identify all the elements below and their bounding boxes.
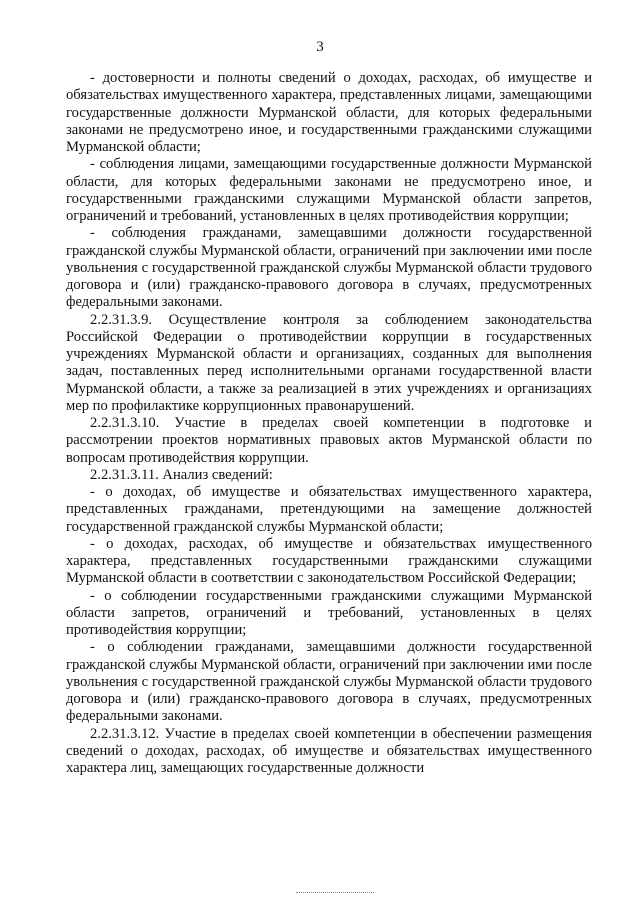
paragraph-former-officials-compliance: - соблюдения гражданами, замещавшими должности государственной гражданской службы Мурманской области, ограничений при заключении ими после увольнения с государственной гражданской службы Мурманской области трудового договора и (или) гражданско-правового договора в случаях, предусмотренных федеральными законами.: [66, 225, 592, 311]
paragraph-applicants-income: - о доходах, об имуществе и обязательствах имущественного характера, представленных гражданами, претендующими на замещение должностей государственной гражданской службы Мурманской области;: [66, 484, 592, 535]
paragraph-income-accuracy: - достоверности и полноты сведений о доходах, расходах, об имуществе и обязательствах имущественного характера, представленных лицами, замещающими государственные должности Мурманской области, для которых федеральными законами не предусмотрено иное, и государственными гражданскими служащими Мурманской области;: [66, 70, 592, 155]
paragraph-item-2-2-31-3-10: 2.2.31.3.10. Участие в пределах своей компетенции в подготовке и рассмотрении проектов нормативных правовых актов Мурманской области по вопросам противодействия коррупции.: [66, 415, 592, 466]
paragraph-item-2-2-31-3-11: 2.2.31.3.11. Анализ сведений:: [90, 466, 273, 483]
page-number: 3: [316, 39, 324, 55]
paragraph-item-2-2-31-3-12: 2.2.31.3.12. Участие в пределах своей компетенции в обеспечении размещения сведений о доходах, расходах, об имуществе и обязательствах имущественного характера лиц, замещающих государственные должности: [66, 725, 592, 776]
paragraph-servants-income: - о доходах, расходах, об имуществе и обязательствах имущественного характера, представленных государственными гражданскими служащими Мурманской области в соответствии с законодательством Российской Федерации;: [66, 535, 592, 587]
footer-scan-mark: [296, 892, 374, 893]
paragraph-servants-restrictions: - о соблюдении государственными гражданскими служащими Мурманской области запретов, ограничений и требований, установленных в целях противодействия коррупции;: [66, 587, 592, 638]
paragraph-restrictions-compliance: - соблюдения лицами, замещающими государственные должности Мурманской области, для которых федеральными законами не предусмотрено иное, и государственными гражданскими служащими Мурманской области запретов, ограничений и требований, установленных в целях противодействия коррупции;: [66, 156, 592, 224]
document-body: [66, 70, 592, 777]
paragraph-former-officials-restrictions: - о соблюдении гражданами, замещавшими должности государственной гражданской службы Мурманской области, ограничений при заключении ими после увольнения с государственной гражданской службы Мурманской области трудового договора и (или) гражданско-правового договора в случаях, предусмотренных федеральными законами.: [66, 639, 592, 725]
paragraph-item-2-2-31-3-9: 2.2.31.3.9. Осуществление контроля за соблюдением законодательства Российской Федерации о противодействии коррупции в государственных учреждениях Мурманской области и организациях, созданных для выполнения задач, поставленных перед исполнительными органами государственной власти Мурманской области, а также за реализацией в этих учреждениях и организациях мер по профилактике коррупционных правонарушений.: [66, 311, 592, 414]
